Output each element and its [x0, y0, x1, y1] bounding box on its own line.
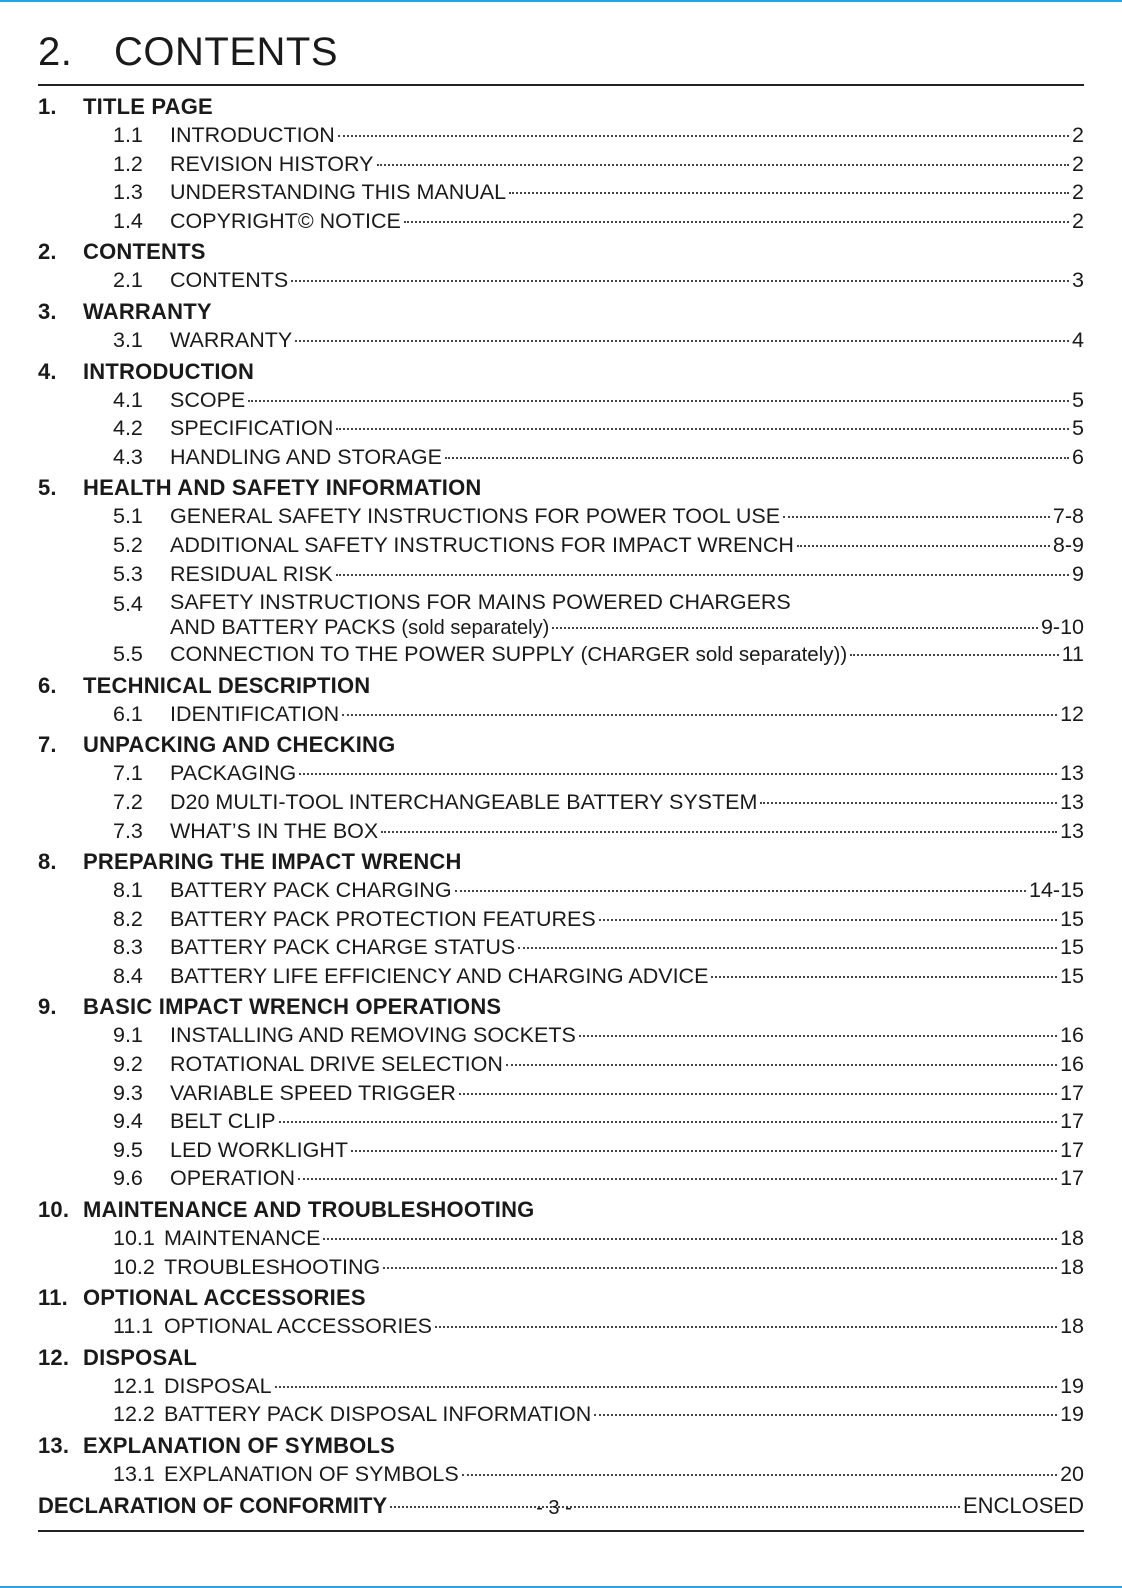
entry-number: 7.3: [113, 818, 143, 843]
entry-title: SAFETY INSTRUCTIONS FOR MAINS POWERED CHARGERS: [170, 590, 791, 615]
entry-page: 16: [1060, 1023, 1084, 1048]
toc-section-heading[interactable]: [38, 359, 1084, 388]
entry-title-note: (CHARGER sold separately)): [580, 643, 848, 667]
toc-entry[interactable]: [38, 1255, 1084, 1284]
toc-entry[interactable]: [38, 702, 1084, 731]
entry-page: 17: [1060, 1109, 1084, 1134]
section-number: 1.: [38, 94, 57, 119]
section-title: WARRANTY: [83, 298, 212, 324]
entry-page: 18: [1060, 1226, 1084, 1251]
entry-title: INTRODUCTION: [170, 123, 335, 147]
toc-entry[interactable]: [38, 964, 1084, 993]
entry-number: 2.1: [113, 268, 143, 293]
entry-number: 5.2: [113, 532, 143, 557]
toc-section-heading[interactable]: [38, 849, 1084, 878]
entry-title: PACKAGING: [170, 761, 297, 786]
entry-number: 7.1: [113, 761, 143, 786]
entry-title: VARIABLE SPEED TRIGGER: [170, 1080, 456, 1105]
toc-section-heading[interactable]: [38, 239, 1084, 268]
entry-page: 15: [1060, 906, 1084, 931]
page-top-edge: [0, 0, 1122, 2]
toc-entry[interactable]: [38, 388, 1084, 417]
toc-entry[interactable]: [38, 180, 1084, 209]
entry-title: CONTENTS: [170, 268, 289, 293]
footer-rule: [38, 1530, 1084, 1532]
entry-number: 4.1: [113, 387, 143, 412]
toc-entry[interactable]: [38, 1402, 1084, 1431]
entry-number: 3.1: [113, 327, 143, 352]
toc-entry[interactable]: [38, 562, 1084, 591]
entry-title: OPTIONAL ACCESSORIES: [164, 1314, 433, 1339]
section-number: 10.: [38, 1197, 70, 1223]
entry-number: 8.1: [113, 878, 143, 903]
dot-leader: [850, 654, 1059, 656]
entry-number: 8.4: [113, 963, 143, 988]
entry-number: 6.1: [113, 701, 143, 726]
entry-title: LED WORKLIGHT: [170, 1137, 348, 1162]
entry-title: WHAT’S IN THE BOX: [170, 818, 379, 843]
entry-number: 10.1: [113, 1226, 155, 1251]
entry-title: ADDITIONAL SAFETY INSTRUCTIONS FOR IMPACT WRENCH: [170, 532, 794, 557]
section-number: 6.: [38, 672, 57, 698]
toc-section-heading[interactable]: [38, 1197, 1084, 1226]
entry-title: SPECIFICATION: [170, 416, 334, 441]
section-number: 4.: [38, 358, 57, 384]
section-number: 5.: [38, 475, 57, 501]
section-title: CONTENTS: [83, 239, 206, 265]
entry-title: EXPLANATION OF SYMBOLS: [164, 1462, 459, 1486]
entry-page: 15: [1060, 963, 1084, 988]
dot-leader: [404, 221, 1069, 223]
entry-title: CONNECTION TO THE POWER SUPPLY: [170, 642, 575, 667]
section-title: OPTIONAL ACCESSORIES: [83, 1285, 366, 1311]
section-number: 7.: [38, 732, 57, 758]
heading-rule: [38, 84, 1084, 86]
entry-page: 2: [1072, 123, 1084, 147]
toc-section-heading[interactable]: [38, 94, 1084, 123]
section-title: DISPOSAL: [83, 1344, 198, 1370]
section-title: TITLE PAGE: [83, 94, 213, 119]
entry-page: 9: [1072, 561, 1084, 586]
toc-entry[interactable]: [38, 819, 1084, 848]
dot-leader: [459, 1093, 1057, 1095]
dot-leader: [336, 574, 1069, 576]
entry-title: HANDLING AND STORAGE: [170, 444, 442, 469]
entry-page: 17: [1060, 1137, 1084, 1162]
entry-number: 9.6: [113, 1166, 143, 1191]
entry-page: 2: [1072, 180, 1084, 205]
toc-entry[interactable]: [38, 1462, 1084, 1491]
entry-page: 5: [1072, 416, 1084, 441]
section-number: 9.: [38, 994, 57, 1020]
toc-entry[interactable]: [38, 642, 1084, 671]
section-title: EXPLANATION OF SYMBOLS: [83, 1433, 396, 1458]
entry-title: SCOPE: [170, 387, 246, 412]
entry-title-line2: [170, 615, 1084, 640]
section-number: 11.: [38, 1285, 68, 1311]
toc-entry[interactable]: [38, 790, 1084, 819]
toc-entry[interactable]: [38, 416, 1084, 445]
entry-page: 19: [1060, 1402, 1084, 1427]
entry-page: 2: [1072, 151, 1084, 176]
dot-leader: [506, 1064, 1057, 1066]
toc-entry[interactable]: [38, 268, 1084, 297]
entry-number: 1.3: [113, 180, 143, 205]
toc-entry[interactable]: [38, 1052, 1084, 1081]
entry-number: 1.1: [113, 123, 143, 147]
entry-number: 1.2: [113, 151, 143, 176]
entry-number: 5.1: [113, 504, 143, 529]
toc-section-heading[interactable]: [38, 1285, 1084, 1314]
section-number: 13.: [38, 1433, 70, 1458]
toc-entry[interactable]: [38, 761, 1084, 790]
section-title: UNPACKING AND CHECKING: [83, 732, 396, 758]
dot-leader: [797, 545, 1050, 547]
entry-page: 17: [1060, 1166, 1084, 1191]
entry-number: 9.5: [113, 1137, 143, 1162]
dot-leader: [377, 164, 1070, 166]
dot-leader: [509, 192, 1069, 194]
entry-number: 9.2: [113, 1052, 143, 1077]
entry-page: 19: [1060, 1373, 1084, 1398]
toc-entry[interactable]: [38, 445, 1084, 474]
entry-title: BATTERY PACK CHARGING: [170, 878, 452, 903]
dot-leader: [248, 400, 1069, 402]
toc-entry[interactable]: [38, 1314, 1084, 1343]
entry-title: BATTERY PACK CHARGE STATUS: [170, 935, 516, 960]
toc-entry[interactable]: [38, 1081, 1084, 1110]
entry-title-continued: AND BATTERY PACKS: [170, 615, 396, 640]
entry-page: 8-9: [1052, 532, 1084, 557]
dot-leader: [351, 1150, 1057, 1152]
entry-title: BATTERY PACK PROTECTION FEATURES: [170, 906, 596, 931]
entry-page: 4: [1072, 327, 1084, 352]
section-number: 3.: [38, 298, 57, 324]
entry-title: ROTATIONAL DRIVE SELECTION: [170, 1052, 503, 1077]
entry-number: 4.2: [113, 416, 143, 441]
dot-leader: [383, 1267, 1057, 1269]
entry-title: BATTERY PACK DISPOSAL INFORMATION: [164, 1402, 592, 1427]
entry-title: RESIDUAL RISK: [170, 561, 333, 586]
declaration-title: DECLARATION OF CONFORMITY: [38, 1492, 388, 1518]
entry-page: 6: [1072, 444, 1084, 469]
entry-page: 13: [1060, 818, 1084, 843]
entry-title: WARRANTY: [170, 327, 293, 352]
entry-title: MAINTENANCE: [164, 1226, 321, 1251]
dot-leader: [594, 1414, 1057, 1416]
toc-entry[interactable]: [38, 328, 1084, 357]
toc-entry[interactable]: [38, 907, 1084, 936]
toc-entry[interactable]: [38, 1374, 1084, 1403]
page-title-text: CONTENTS: [114, 30, 338, 74]
toc-section-heading[interactable]: [38, 732, 1084, 761]
entry-title: COPYRIGHT© NOTICE: [170, 208, 401, 233]
entry-page: 18: [1060, 1314, 1084, 1339]
entry-title: INSTALLING AND REMOVING SOCKETS: [170, 1023, 576, 1048]
section-number: 2.: [38, 239, 57, 265]
dot-leader: [298, 1178, 1057, 1180]
entry-number: 8.3: [113, 935, 143, 960]
toc-entry[interactable]: [38, 1226, 1084, 1255]
section-title: HEALTH AND SAFETY INFORMATION: [83, 475, 482, 501]
entry-page: 14-15: [1029, 878, 1084, 903]
dot-leader: [275, 1386, 1058, 1388]
dot-leader: [338, 135, 1069, 137]
entry-page: 18: [1060, 1254, 1084, 1279]
entry-title: OPERATION: [170, 1166, 296, 1191]
toc-section-heading[interactable]: [38, 1345, 1084, 1374]
toc-entry[interactable]: [38, 533, 1084, 562]
entry-number: 8.2: [113, 906, 143, 931]
entry-title: IDENTIFICATION: [170, 701, 340, 726]
toc-section-heading[interactable]: [38, 994, 1084, 1023]
toc-entry[interactable]: [38, 1166, 1084, 1195]
entry-number: 7.2: [113, 789, 143, 814]
entry-number: 5.5: [113, 642, 143, 667]
dot-leader: [295, 340, 1069, 342]
entry-title: BATTERY LIFE EFFICIENCY AND CHARGING ADVICE: [170, 963, 709, 988]
dot-leader: [323, 1238, 1057, 1240]
toc-section-heading[interactable]: [38, 475, 1084, 504]
entry-number: 5.4: [113, 592, 143, 617]
dot-leader: [760, 802, 1057, 804]
entry-page: 5: [1072, 387, 1084, 412]
dot-leader: [336, 428, 1069, 430]
dot-leader: [381, 831, 1057, 833]
section-title: TECHNICAL DESCRIPTION: [83, 672, 371, 698]
toc-entry[interactable]: [38, 209, 1084, 238]
section-title: INTRODUCTION: [83, 358, 255, 384]
entry-number: 1.4: [113, 208, 143, 233]
dot-leader: [518, 947, 1057, 949]
entry-number: 9.3: [113, 1080, 143, 1105]
entry-page: 11: [1061, 642, 1084, 667]
entry-number: 12.1: [113, 1373, 155, 1398]
entry-page: 13: [1060, 761, 1084, 786]
entry-number: 4.3: [113, 444, 143, 469]
entry-page: 15: [1060, 935, 1084, 960]
dot-leader: [279, 1121, 1058, 1123]
entry-page: 9-10: [1040, 615, 1084, 640]
section-number: 8.: [38, 849, 57, 875]
entry-title-note: (sold separately): [401, 617, 550, 640]
table-of-contents: [38, 92, 1084, 1523]
page-number: - 3 -: [536, 1497, 572, 1519]
dot-leader: [299, 773, 1057, 775]
entry-title: GENERAL SAFETY INSTRUCTIONS FOR POWER TOOL USE: [170, 504, 781, 529]
toc-entry[interactable]: [38, 878, 1084, 907]
dot-leader: [445, 457, 1069, 459]
entry-title-block: [170, 590, 1084, 640]
declaration-page: ENCLOSED: [962, 1492, 1084, 1518]
entry-number: 11.1: [113, 1314, 154, 1339]
entry-title: DISPOSAL: [164, 1373, 272, 1398]
entry-page: 13: [1060, 789, 1084, 814]
entry-page: 7-8: [1052, 504, 1084, 529]
toc-entry[interactable]: [38, 1023, 1084, 1052]
dot-leader: [455, 890, 1026, 892]
entry-page: 2: [1072, 208, 1084, 233]
dot-leader: [783, 516, 1050, 518]
dot-leader: [711, 976, 1057, 978]
entry-page: 17: [1060, 1080, 1084, 1105]
dot-leader: [435, 1326, 1057, 1328]
entry-page: 20: [1060, 1462, 1084, 1486]
toc-entry[interactable]: [38, 590, 1084, 642]
entry-title: D20 MULTI-TOOL INTERCHANGEABLE BATTERY SYSTEM: [170, 789, 758, 814]
dot-leader: [342, 714, 1057, 716]
toc-entry[interactable]: [38, 152, 1084, 181]
entry-number: 9.1: [113, 1023, 143, 1048]
dot-leader: [579, 1035, 1057, 1037]
entry-page: 16: [1060, 1052, 1084, 1077]
section-title: MAINTENANCE AND TROUBLESHOOTING: [83, 1197, 535, 1223]
entry-title: TROUBLESHOOTING: [164, 1254, 381, 1279]
dot-leader: [462, 1474, 1057, 1476]
entry-number: 5.3: [113, 561, 143, 586]
entry-title: REVISION HISTORY: [170, 151, 374, 176]
page-title: [38, 30, 338, 75]
toc-entry[interactable]: [38, 1109, 1084, 1138]
toc-entry[interactable]: [38, 1138, 1084, 1167]
toc-entry[interactable]: [38, 504, 1084, 533]
entry-number: 9.4: [113, 1109, 143, 1134]
entry-number: 12.2: [113, 1402, 155, 1427]
entry-page: 3: [1072, 268, 1084, 293]
section-number: 12.: [38, 1344, 70, 1370]
entry-page: 12: [1060, 701, 1084, 726]
entry-number: 13.1: [113, 1462, 155, 1486]
entry-title: BELT CLIP: [170, 1109, 276, 1134]
section-title: BASIC IMPACT WRENCH OPERATIONS: [83, 994, 502, 1020]
toc-section-heading[interactable]: [38, 673, 1084, 702]
toc-section-heading[interactable]: [38, 299, 1084, 328]
toc-entry[interactable]: [38, 935, 1084, 964]
dot-leader: [291, 280, 1069, 282]
toc-entry[interactable]: [38, 123, 1084, 152]
dot-leader: [552, 627, 1038, 629]
section-title: PREPARING THE IMPACT WRENCH: [83, 849, 462, 875]
dot-leader: [599, 919, 1057, 921]
entry-number: 10.2: [113, 1254, 155, 1279]
page-title-number: 2.: [38, 30, 73, 74]
entry-title: UNDERSTANDING THIS MANUAL: [170, 180, 507, 205]
toc-section-heading[interactable]: [38, 1433, 1084, 1462]
